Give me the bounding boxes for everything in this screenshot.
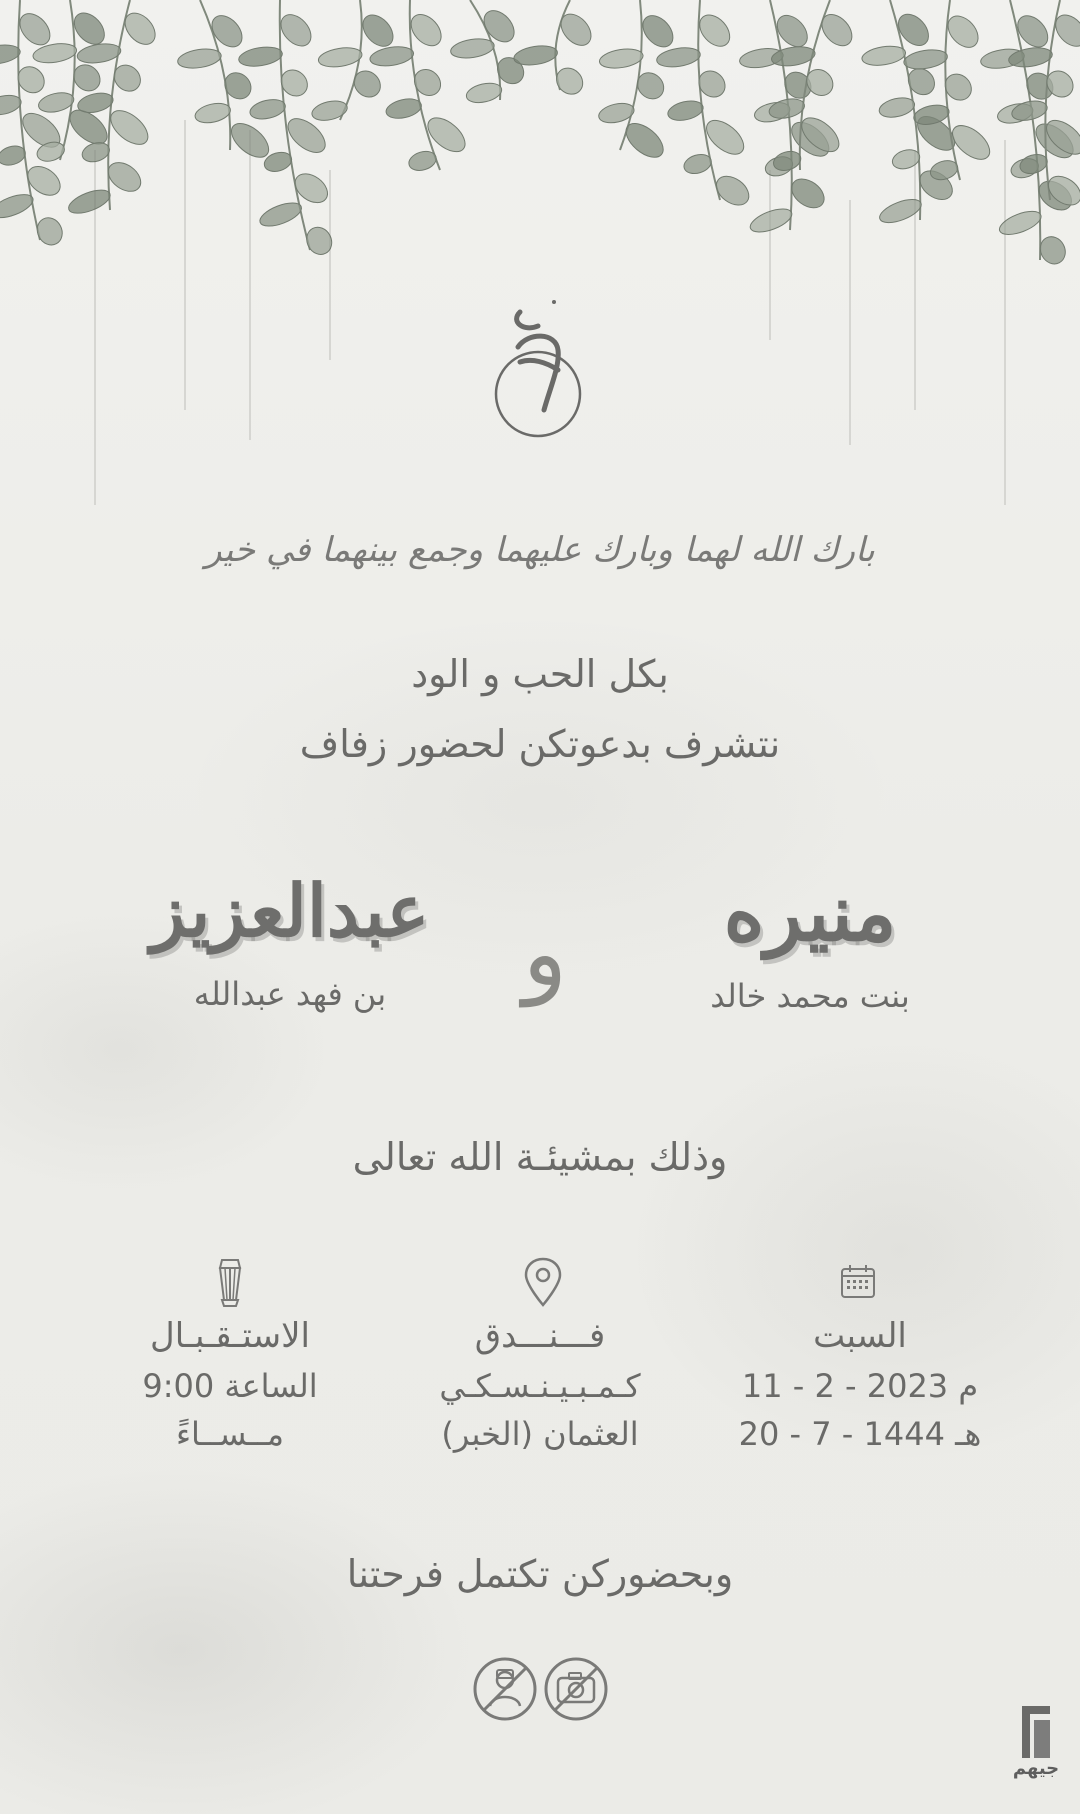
leaf-shape (598, 46, 644, 71)
date-hijri: 20 - 7 - 1444 هـ (738, 1415, 982, 1453)
leaf-shape (33, 213, 67, 249)
god-willing-line: وذلك بمشيئـة الله تعالى (352, 1135, 728, 1179)
closing-line: وبحضوركن تكتمل فرحتنا (346, 1552, 734, 1596)
leaf-shape (464, 80, 503, 106)
leaf-shape (890, 147, 922, 172)
foliage-decoration (0, 0, 1080, 520)
leaf-shape (694, 9, 736, 52)
leaf-shape (1007, 45, 1053, 70)
leaf-shape (248, 96, 287, 122)
leaf-shape (14, 8, 56, 51)
leaf-shape (369, 44, 415, 69)
leaf-shape (119, 7, 161, 50)
leaf-shape (275, 9, 317, 52)
leaf-shape (349, 66, 386, 103)
blessing-calligraphy: بارك الله لهما وبارك عليهما وجمع بينهما في خير (205, 530, 875, 570)
leaf-shape (409, 64, 446, 101)
intro-line-2: نتشرف بدعوتكن لحضور زفاف (299, 722, 781, 766)
monogram-logo (480, 292, 600, 442)
leaf-shape (632, 67, 669, 104)
reception-label: الاستـقـبـال (150, 1316, 310, 1356)
leaf-shape (711, 170, 754, 211)
reception-column (100, 1312, 360, 1458)
leaf-shape (219, 67, 256, 104)
venue-column (410, 1312, 670, 1458)
leaf-shape (302, 223, 336, 259)
leaf-shape (620, 117, 669, 164)
leaf-shape (902, 47, 948, 72)
leaf-shape (80, 140, 112, 165)
groom-block (130, 868, 450, 1013)
leaf-shape (66, 185, 114, 218)
leaf-shape (701, 114, 750, 161)
leaf-shape (555, 8, 597, 51)
leaf-shape (105, 104, 154, 151)
brand-mark (1008, 1704, 1064, 1779)
bride-name: منيره (723, 868, 897, 959)
leaf-shape (193, 100, 232, 126)
venue-line-1: فـــنـــدق (474, 1316, 606, 1356)
leaf-shape (513, 43, 559, 68)
lantern-icon (212, 1256, 248, 1308)
leaf-shape (449, 36, 495, 61)
calendar-icon (838, 1262, 878, 1302)
leaf-shape (109, 60, 146, 97)
brand-logo-icon (1016, 1704, 1056, 1760)
leaf-shape (996, 207, 1044, 240)
conjunction-waw: و (522, 900, 568, 1007)
leaf-shape (290, 168, 333, 209)
leaf-shape (76, 41, 122, 66)
groom-lineage: بن فهد عبدالله (193, 975, 387, 1013)
leaf-shape (310, 98, 349, 124)
intro-line-1: بكل الحب و الود (411, 652, 669, 696)
venue-line-3: العثمان (الخبر) (441, 1415, 639, 1453)
date-column (730, 1312, 990, 1458)
leaf-shape (357, 9, 399, 52)
bride-lineage: بنت محمد خالد (710, 977, 910, 1015)
date-gregorian: 11 - 2 - 2023 م (741, 1367, 979, 1405)
leaf-shape (877, 195, 925, 228)
leaf-shape (317, 45, 363, 70)
leaf-shape (747, 204, 795, 237)
brand-name: جيهم (1012, 1758, 1060, 1779)
leaf-shape (666, 98, 705, 124)
date-day: السبت (813, 1316, 907, 1356)
leaf-shape (422, 111, 471, 158)
reception-time: الساعة 9:00 (142, 1367, 318, 1405)
no-photography-icon (472, 1656, 538, 1722)
bride-block (650, 868, 970, 1015)
leaf-shape (637, 10, 679, 53)
leaf-shape (176, 46, 222, 71)
groom-name: عبدالعزيز (150, 868, 430, 953)
location-pin-icon (522, 1256, 564, 1308)
leaf-shape (257, 198, 305, 231)
leaf-shape (384, 96, 423, 122)
reception-period: مــســاءً (176, 1415, 284, 1453)
leaf-shape (816, 9, 858, 52)
venue-line-2: كـمـبـيـنـسـكـي (439, 1367, 641, 1405)
leaf-shape (861, 43, 907, 68)
leaf-shape (877, 95, 916, 121)
leaf-shape (655, 45, 701, 70)
no-camera-icon (543, 1656, 609, 1722)
leaf-shape (237, 44, 283, 69)
